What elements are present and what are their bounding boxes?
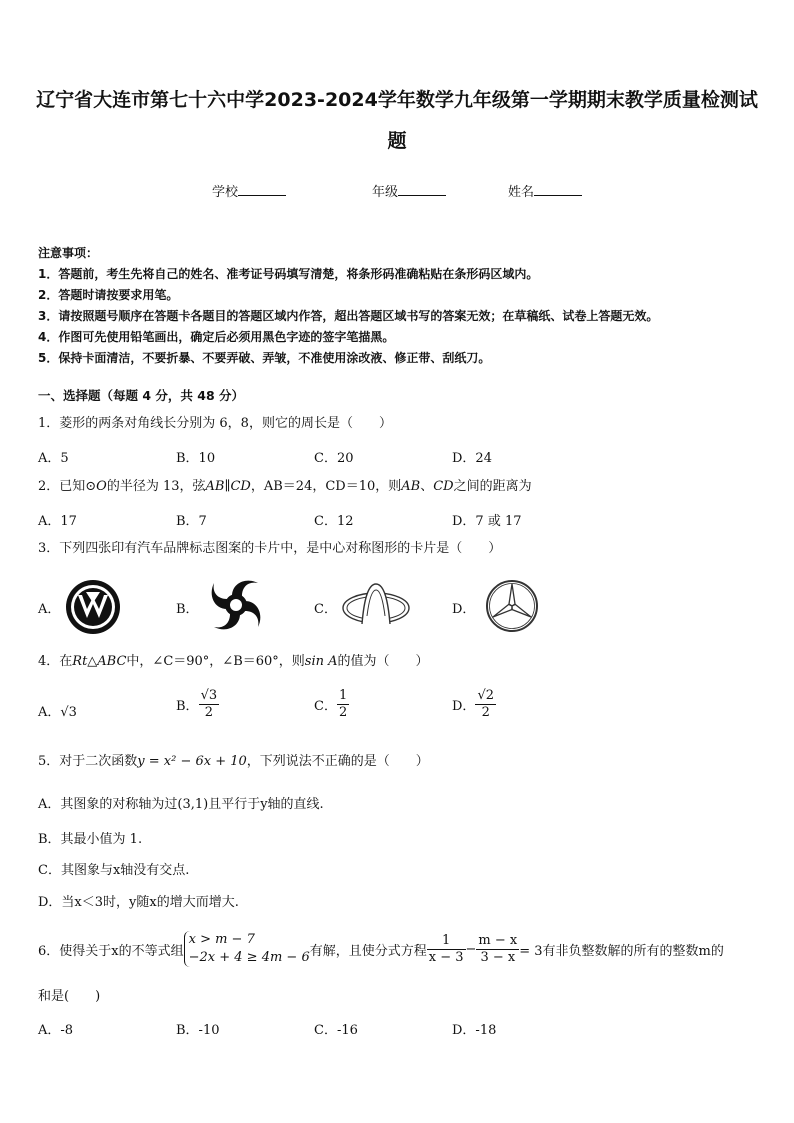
q6-inequality-1: x > m − 7 [188,932,255,947]
q2-stem [38,478,532,496]
q5-option-b: B．其最小值为 1. [38,832,143,847]
q4-option-d [452,688,496,721]
q1-option-a: A．5 [38,451,69,466]
q4-text: 的值为（ ） [337,654,429,669]
q4-option-b [176,688,219,721]
q2-option-c: C．12 [314,514,354,529]
q6-fraction-1 [427,933,466,966]
numerator: 1 [427,933,466,950]
school-field [212,181,286,200]
denominator: x − 3 [428,949,464,965]
q4-option-d-fraction [475,688,496,721]
q4-option-c-label: C． [314,699,337,714]
name-blank [534,183,582,196]
doc-title-line2: 题 [387,130,407,152]
grade-field [372,181,446,200]
school-label: 学校 [212,185,239,200]
q6-option-c: C．-16 [314,1023,358,1038]
q4-option-c [314,688,349,721]
q2-option-d: D．7 或 17 [452,514,522,529]
q5-option-c: C．其图象与x轴没有交点. [38,863,190,878]
q1-option-b: B．10 [176,451,216,466]
q5-function: y = x² − 6x + 10 [137,754,247,769]
q4-text: 中，∠C＝90°，∠B＝60°，则 [126,654,305,669]
q6-minus: − [465,941,477,957]
numerator: m − x [478,932,518,948]
q6-inequality-system [184,931,310,967]
q6-inequality-2: −2x + 4 ≥ 4m − 6 [188,950,310,965]
q6-option-a: A．-8 [38,1023,74,1038]
notes-heading: 注意事项： [38,246,99,260]
q5-option-a: A．其图象的对称轴为过(3,1)且平行于y轴的直线. [38,797,324,812]
q4-option-a [38,701,77,720]
denominator: 2 [338,705,348,720]
q1-option-d: D．24 [452,451,492,466]
denominator: 2 [481,705,490,720]
q2-text: 之间的距离为 [453,479,532,494]
notes-block [38,243,658,369]
q4-text: 4．在 [38,654,73,669]
q4-option-d-label: D． [452,699,476,714]
q3-stem: 3．下列四张印有汽车品牌标志图案的卡片中，是中心对称图形的卡片是（ ） [38,541,502,556]
q6-stem [38,925,758,973]
q6-option-d: D．-18 [452,1023,497,1038]
q6-text: 6．使得关于x的不等式组 [38,943,184,959]
q2-option-b: B．7 [176,514,207,529]
doc-title-line1: 辽宁省大连市第七十六中学2023-2024学年数学九年级第一学期期末教学质量检测试 [36,89,758,111]
q4-triangle: Rt△ABC [72,654,127,669]
q2-chord-relation: AB∥CD [205,479,251,494]
q5-text: 5．对于二次函数 [38,754,138,769]
q2-chord-cd: CD [433,479,454,494]
q5-text: ，下列说法不正确的是（ ） [246,754,429,769]
q6-text: 有解，且使分式方程 [309,943,427,959]
grade-label: 年级 [372,185,399,200]
q4-option-b-fraction [199,688,220,721]
denominator: 2 [204,705,213,720]
q2-text: 的半径为 13，弦 [106,479,206,494]
q2-text: 2．已知⊙ [38,479,97,494]
denominator: 3 − x [480,949,516,965]
q2-text: ，AB＝24，CD＝10，则 [250,479,402,494]
q6-option-b: B．-10 [176,1023,220,1038]
oval-arch-logo-icon [340,580,412,630]
name-field [508,181,582,200]
vw-logo-icon [64,578,122,636]
notes-item: 3．请按照题号顺序在答题卡各题目的答题区域内作答，超出答题区域书写的答案无效；在草稿纸、试卷上答题无效。 [38,309,659,323]
numerator: 1 [338,688,348,703]
notes-item: 5．保持卡面清洁，不要折暴、不要弄破、弄皱，不准使用涂改液、修正带、刮纸刀。 [38,351,491,365]
name-label: 姓名 [508,185,535,200]
q6-stem-line2: 和是( ) [38,989,101,1004]
q4-option-b-label: B． [176,699,199,714]
notes-item: 2．答题时请按要求用笔。 [38,288,179,302]
q6-fraction-2 [476,933,519,966]
q4-option-a-value: √3 [60,705,77,720]
q4-option-c-fraction [337,688,349,721]
q1-stem: 1．菱形的两条对角线长分别为 6，8，则它的周长是（ ） [38,416,392,431]
q4-option-a-label: A． [38,705,61,720]
q2-chord-ab: AB [401,479,421,494]
notes-item: 1．答题前，考生先将自己的姓名、准考证号码填写清楚，将条形码准确粘贴在条形码区域内。 [38,267,539,281]
q3-option-b: B． [176,602,199,617]
q4-stem [38,653,429,671]
q3-option-c: C． [314,602,337,617]
numerator: √3 [200,688,218,703]
q6-text: = 3有非负整数解的所有的整数m的 [519,943,724,959]
q4-sin-a: sin A [304,654,338,669]
numerator: √2 [477,688,494,703]
section-heading: 一、选择题（每题 4 分，共 48 分） [38,388,245,403]
school-blank [238,183,286,196]
q2-circle-name: O [96,479,107,494]
q2-option-a: A．17 [38,514,77,529]
three-point-star-logo-icon [484,578,540,634]
q5-stem [38,753,429,771]
q3-option-d: D． [452,602,476,617]
swirl-logo-icon [205,574,267,636]
q3-option-a: A． [38,602,61,617]
notes-item: 4．作图可先使用铅笔画出，确定后必须用黑色字迹的签字笔描黑。 [38,330,395,344]
q5-option-d: D．当x＜3时，y随x的增大而增大. [38,895,239,910]
q1-option-c: C．20 [314,451,354,466]
grade-blank [398,183,446,196]
q2-text: 、 [420,479,434,494]
